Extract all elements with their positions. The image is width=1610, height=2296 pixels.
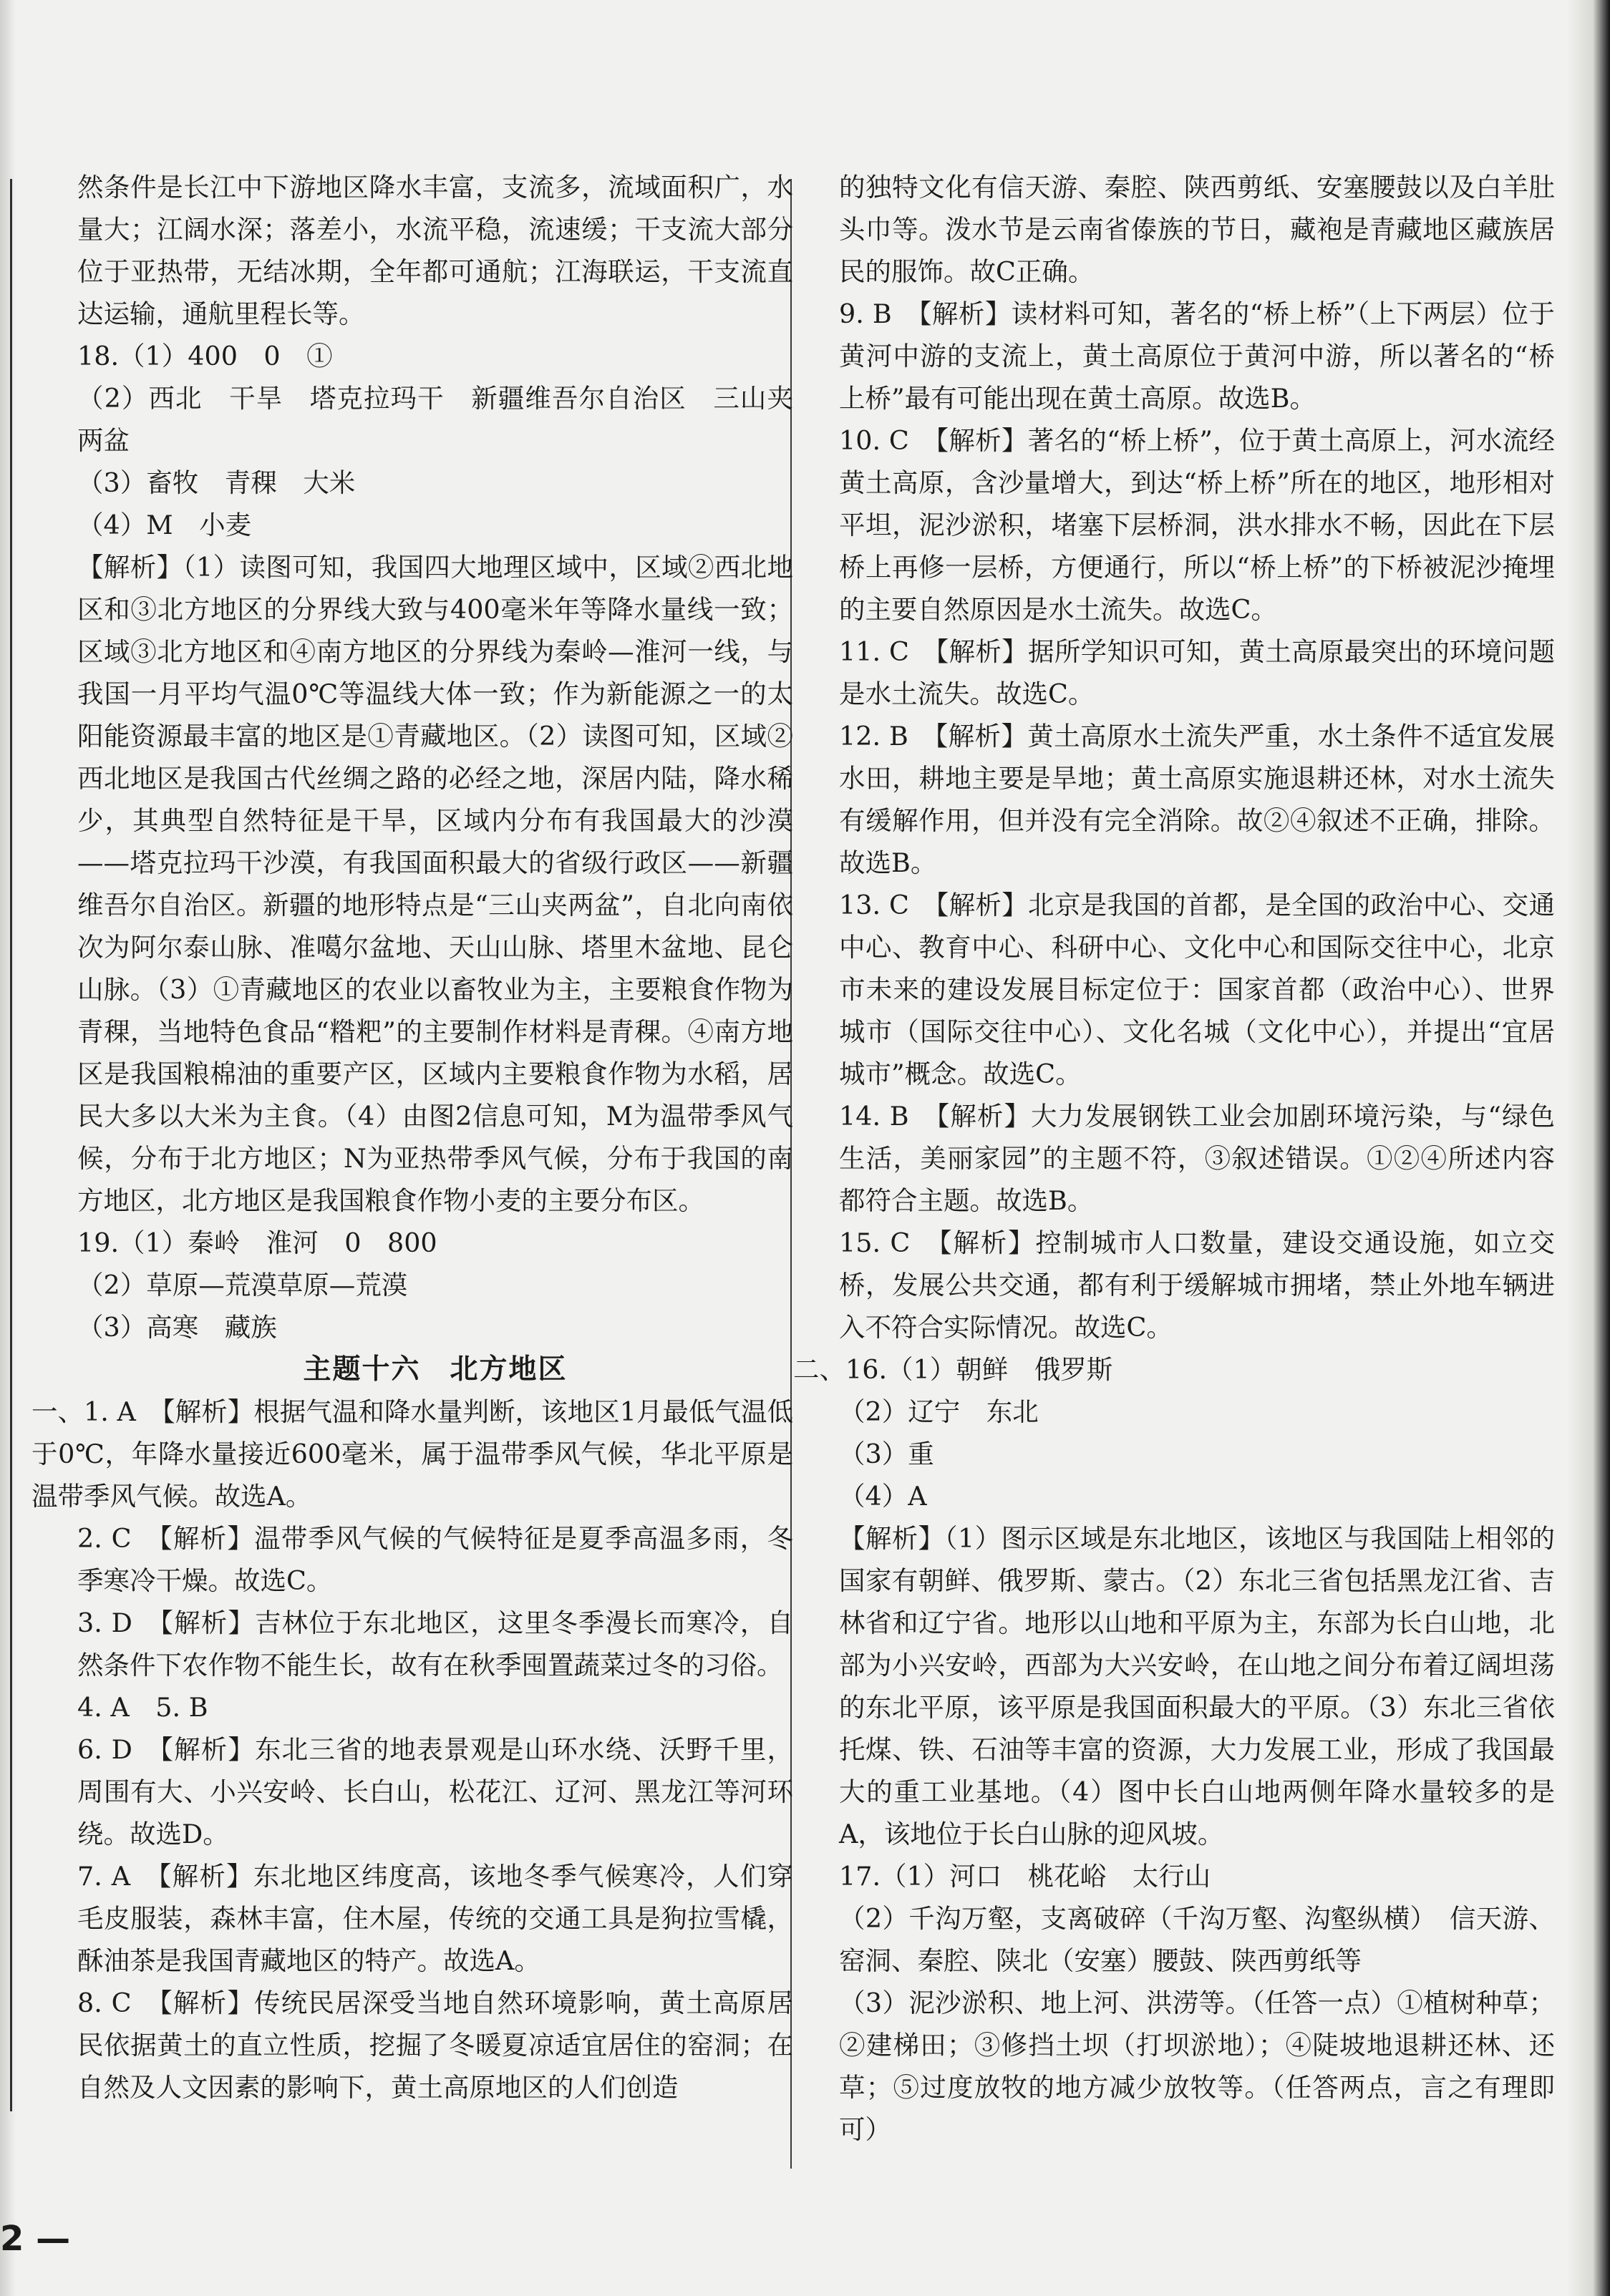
answer-line: （2）西北 干旱 塔克拉玛干 新疆维吾尔自治区 三山夹两盆 — [77, 383, 793, 456]
answer-item: 13. C 【解析】北京是我国的首都，是全国的政治中心、交通中心、教育中心、科研中心、文化中心和国际交往中心，北京市未来的建设发展目标定位于：国家首都（政治中心）、世界城市（国际交往中心）、文化名城（文化中心），并提出“宜居城市”概念。故选C。 — [839, 890, 1555, 1089]
answer-line: （3）重 — [839, 1439, 934, 1469]
answer-line: （2）千沟万壑，支离破碎（千沟万壑、沟壑纵横） 信天游、窑洞、秦腔、陕北（安塞）腰鼓、陕西剪纸等 — [839, 1903, 1555, 1976]
paragraph: 然条件是长江中下游地区降水丰富，支流多，流域面积广，水量大；江阔水深；落差小，水流平稳，流速缓；干支流大部分位于亚热带，无结冰期，全年都可通航；江海联运，干支流直达运输，通航里程长等。 — [77, 172, 793, 329]
answer-item: 8. C 【解析】传统民居深受当地自然环境影响，黄土高原居民依据黄土的直立性质，挖掘了冬暖夏凉适宜居住的窑洞；在自然及人文因素的影响下，黄土高原地区的人们创造 — [77, 1988, 793, 2103]
answer-line: 二、16.（1）朝鲜 俄罗斯 — [793, 1354, 1113, 1385]
margin-rule — [10, 179, 12, 2111]
answer-line: （3）高寒 藏族 — [77, 1312, 277, 1343]
page-edge-shadow — [0, 0, 16, 2296]
analysis-paragraph: 【解析】（1）读图可知，我国四大地理区域中，区域②西北地区和③北方地区的分界线大致与400毫米年等降水量线一致；区域③北方地区和④南方地区的分界线为秦岭—淮河一线，与我国一月平均气温0℃等温线大体一致；作为新能源之一的太阳能资源最丰富的地区是①青藏地区。（2）读图可知，区域②西北地区是我国古代丝绸之路的必经之地，深居内陆，降水稀少，其典型自然特征是干旱，区域内分布有我国最大的沙漠——塔克拉玛干沙漠，有我国面积最大的省级行政区——新疆维吾尔自治区。新疆的地形特点是“三山夹两盆”，自北向南依次为阿尔泰山脉、准噶尔盆地、天山山脉、塔里木盆地、昆仑山脉。（3）①青藏地区的农业以畜牧业为主，主要粮食作物为青稞，当地特色食品“糌粑”的主要制作材料是青稞。④南方地区是我国粮棉油的重要产区，区域内主要粮食作物为水稻，居民大多以大米为主食。（4）由图2信息可知，M为温带季风气候，分布于北方地区；N为亚热带季风气候，分布于我国的南方地区，北方地区是我国粮食作物小麦的主要分布区。 — [77, 552, 793, 1216]
answer-item: 4. A 5. B — [77, 1692, 208, 1723]
answer-line: 18.（1）400 0 ① — [77, 341, 333, 371]
right-column — [793, 166, 1555, 2151]
answer-line: （3）泥沙淤积、地上河、洪涝等。（任答一点）①植树种草；②建梯田；③修挡土坝（打坝淤地）；④陡坡地退耕还林、还草；⑤过度放牧的地方减少放牧等。（任答两点，言之有理即可） — [839, 1988, 1555, 2145]
answer-item: 10. C 【解析】著名的“桥上桥”，位于黄土高原上，河水流经黄土高原，含沙量增大，到达“桥上桥”所在的地区，地形相对平坦，泥沙淤积，堵塞下层桥洞，洪水排水不畅，因此在下层桥上再修一层桥，方便通行，所以“桥上桥”的下桥被泥沙掩埋的主要自然原因是水土流失。故选C。 — [839, 425, 1555, 625]
answer-line: （4）A — [839, 1481, 927, 1512]
answer-line: 19.（1）秦岭 淮河 0 800 — [77, 1227, 437, 1258]
answer-item: 3. D 【解析】吉林位于东北地区，这里冬季漫长而寒冷，自然条件下农作物不能生长，故有在秋季囤置蔬菜过冬的习俗。 — [77, 1607, 793, 1680]
section-title: 主题十六 北方地区 — [303, 1353, 568, 1386]
page-binding-shadow — [1567, 0, 1610, 2296]
answer-line: （2）辽宁 东北 — [839, 1396, 1039, 1427]
answer-item: 2. C 【解析】温带季风气候的气候特征是夏季高温多雨，冬季寒冷干燥。故选C。 — [77, 1523, 793, 1596]
answer-item: 6. D 【解析】东北三省的地表景观是山环水绕、沃野千里，周围有大、小兴安岭、长白山，松花江、辽河、黑龙江等河环绕。故选D。 — [77, 1734, 793, 1849]
answer-item: 11. C 【解析】据所学知识可知，黄土高原最突出的环境问题是水土流失。故选C。 — [839, 636, 1555, 709]
answer-item: 一、1. A 【解析】根据气温和降水量判断，该地区1月最低气温低于0℃，年降水量接近600毫米，属于温带季风气候，华北平原是温带季风气候。故选A。 — [31, 1396, 793, 1512]
analysis-paragraph: 【解析】（1）图示区域是东北地区，该地区与我国陆上相邻的国家有朝鲜、俄罗斯、蒙古。（2）东北三省包括黑龙江省、吉林省和辽宁省。地形以山地和平原为主，东部为长白山地，北部为小兴安岭，西部为大兴安岭，在山地之间分布着辽阔坦荡的东北平原，该平原是我国面积最大的平原。（3）东北三省依托煤、铁、石油等丰富的资源，大力发展工业，形成了我国最大的重工业基地。（4）图中长白山地两侧年降水量较多的是A，该地位于长白山脉的迎风坡。 — [839, 1523, 1555, 1849]
answer-line: 17.（1）河口 桃花峪 太行山 — [839, 1861, 1211, 1892]
answer-line: （2）草原—荒漠草原—荒漠 — [77, 1270, 408, 1300]
answer-item: 9. B 【解析】读材料可知，著名的“桥上桥”（上下两层）位于黄河中游的支流上，黄土高原位于黄河中游，所以著名的“桥上桥”最有可能出现在黄土高原。故选B。 — [839, 298, 1555, 414]
answer-line: （3）畜牧 青稞 大米 — [77, 467, 356, 498]
answer-line: （4）M 小麦 — [77, 510, 252, 540]
answer-item: 12. B 【解析】黄土高原水土流失严重，水土条件不适宜发展水田，耕地主要是旱地；黄土高原实施退耕还林，对水土流失有缓解作用，但并没有完全消除。故②④叙述不正确，排除。故选B。 — [839, 721, 1555, 878]
left-column — [31, 166, 793, 2108]
paragraph: 的独特文化有信天游、秦腔、陕西剪纸、安塞腰鼓以及白羊肚头巾等。泼水节是云南省傣族的节日，藏袍是青藏地区藏族居民的服饰。故C正确。 — [839, 172, 1555, 287]
answer-item: 14. B 【解析】大力发展钢铁工业会加剧环境污染，与“绿色生活，美丽家园”的主题不符，③叙述错误。①②④所述内容都符合主题。故选B。 — [839, 1101, 1555, 1216]
answer-item: 15. C 【解析】控制城市人口数量，建设交通设施，如立交桥，发展公共交通，都有利于缓解城市拥堵，禁止外地车辆进入不符合实际情况。故选C。 — [839, 1227, 1555, 1343]
page-number: 2 — — [0, 2219, 71, 2259]
answer-item: 7. A 【解析】东北地区纬度高，该地冬季气候寒冷，人们穿毛皮服装，森林丰富，住木屋，传统的交通工具是狗拉雪橇，酥油茶是我国青藏地区的特产。故选A。 — [77, 1861, 793, 1976]
